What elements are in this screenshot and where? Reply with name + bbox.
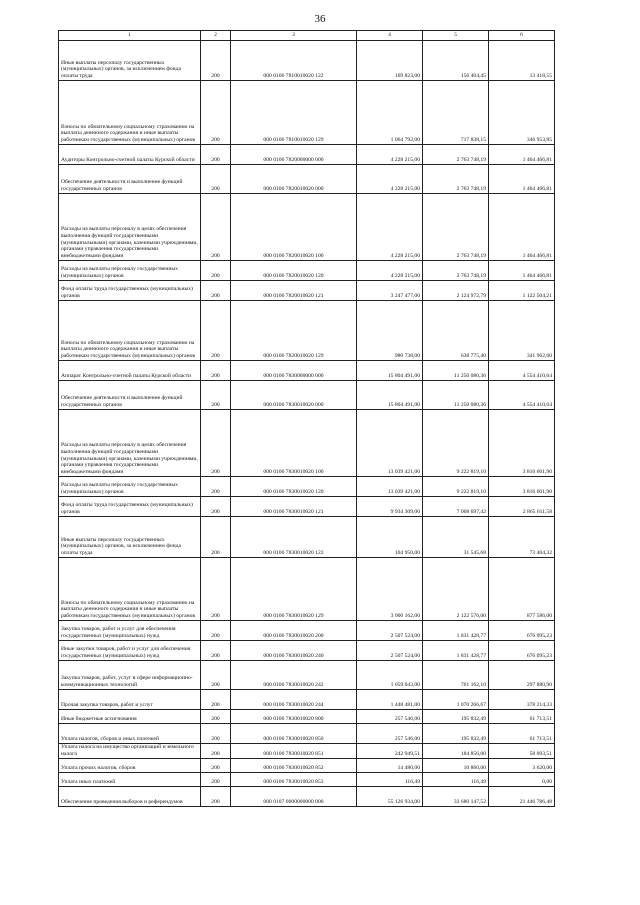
row-unexecuted-amount: 73 404,32	[489, 517, 555, 558]
row-budget-classification-code: 000 0106 7830010020 852	[231, 758, 357, 772]
table-row	[59, 381, 555, 410]
row-line-code: 200	[201, 261, 231, 281]
row-budget-classification-code: 000 0106 7830010020 129	[231, 558, 357, 621]
row-unexecuted-amount: 1 464 466,81	[489, 165, 555, 194]
row-name: Иные закупки товаров, работ и услуг для обеспечения государственных (муниципальных) нужд	[59, 641, 201, 661]
row-unexecuted-amount: 3 816 601,90	[489, 410, 555, 477]
row-approved-amount: 2 507 524,00	[357, 641, 423, 661]
row-unexecuted-amount: 1 464 466,81	[489, 145, 555, 165]
row-unexecuted-amount: 21 446 786,48	[489, 786, 555, 806]
row-name: Закупка товаров, работ, услуг в сфере информационно-коммуникационных технологий	[59, 661, 201, 690]
table-header-row	[59, 31, 555, 41]
row-name: Прочая закупка товаров, работ и услуг	[59, 690, 201, 710]
row-name: Взносы по обязательному социальному страхованию на выплаты денежного содержания и иные выплаты работникам государственных (муниципальных) органов	[59, 558, 201, 621]
row-budget-classification-code: 000 0106 7810010020 122	[231, 41, 357, 81]
row-line-code: 200	[201, 641, 231, 661]
row-executed-amount: 11 250 080,36	[423, 381, 489, 410]
row-budget-classification-code: 000 0106 7830010020 850	[231, 724, 357, 744]
row-budget-classification-code: 000 0106 7830010020 800	[231, 710, 357, 724]
row-executed-amount: 2 763 748,19	[423, 165, 489, 194]
row-name: Обеспечение деятельности и выполнение функций государственных органов	[59, 381, 201, 410]
row-unexecuted-amount: 13 418,55	[489, 41, 555, 81]
row-budget-classification-code: 000 0106 7830010020 122	[231, 517, 357, 558]
row-executed-amount: 9 222 819,10	[423, 477, 489, 497]
table-row	[59, 690, 555, 710]
row-executed-amount: 31 545,68	[423, 517, 489, 558]
table-row	[59, 724, 555, 744]
row-line-code: 200	[201, 772, 231, 786]
row-approved-amount: 242 949,51	[357, 744, 423, 759]
row-line-code: 200	[201, 621, 231, 641]
row-approved-amount: 169 823,00	[357, 41, 423, 81]
row-line-code: 200	[201, 497, 231, 517]
table-row	[59, 661, 555, 690]
table-row	[59, 710, 555, 724]
row-line-code: 200	[201, 661, 231, 690]
row-name: Обеспечение деятельности и выполнение функций государственных органов	[59, 165, 201, 194]
row-line-code: 200	[201, 477, 231, 497]
row-name: Фонд оплаты труда государственных (муниципальных) органов	[59, 497, 201, 517]
row-budget-classification-code: 000 0106 7830000000 000	[231, 361, 357, 381]
row-budget-classification-code: 000 0106 7830010020 120	[231, 477, 357, 497]
row-line-code: 200	[201, 410, 231, 477]
row-executed-amount: 116,49	[423, 772, 489, 786]
row-unexecuted-amount: 341 962,60	[489, 301, 555, 361]
table-row	[59, 281, 555, 301]
row-approved-amount: 4 228 215,00	[357, 194, 423, 261]
row-executed-amount: 184 856,00	[423, 744, 489, 759]
row-unexecuted-amount: 3 816 601,90	[489, 477, 555, 497]
row-name: Фонд оплаты труда государственных (муниципальных) органов	[59, 281, 201, 301]
row-approved-amount: 4 228 215,00	[357, 145, 423, 165]
table-row	[59, 477, 555, 497]
row-budget-classification-code: 000 0107 0000000000 000	[231, 786, 357, 806]
row-budget-classification-code: 000 0106 7830010020 851	[231, 744, 357, 759]
table-row	[59, 301, 555, 361]
row-executed-amount: 195 832,49	[423, 710, 489, 724]
row-approved-amount: 14 480,00	[357, 758, 423, 772]
row-executed-amount: 10 860,00	[423, 758, 489, 772]
row-unexecuted-amount: 3 620,00	[489, 758, 555, 772]
table-row	[59, 758, 555, 772]
row-name: Уплата прочих налогов, сборов	[59, 758, 201, 772]
row-name: Уплата налога на имущество организаций и земельного налога	[59, 744, 201, 759]
row-line-code: 200	[201, 744, 231, 759]
page-number: 36	[314, 13, 326, 25]
row-unexecuted-amount: 676 095,23	[489, 641, 555, 661]
row-executed-amount: 2 763 748,19	[423, 194, 489, 261]
row-line-code: 200	[201, 690, 231, 710]
column-number-4: 4	[357, 31, 423, 41]
row-approved-amount: 104 950,00	[357, 517, 423, 558]
row-line-code: 200	[201, 786, 231, 806]
row-name: Закупка товаров, работ и услуг для обеспечения государственных (муниципальных) нужд	[59, 621, 201, 641]
table-row	[59, 165, 555, 194]
row-executed-amount: 9 222 819,10	[423, 410, 489, 477]
row-line-code: 200	[201, 281, 231, 301]
row-line-code: 200	[201, 724, 231, 744]
row-unexecuted-amount: 61 713,51	[489, 724, 555, 744]
row-name: Расходы на выплаты персоналу в целях обеспечения выполнения функций государственными (муниципальными) органами, казенными учреждениями, органами управления государственными внебюджетными фондами	[59, 410, 201, 477]
row-line-code: 200	[201, 758, 231, 772]
row-approved-amount: 2 507 524,00	[357, 621, 423, 641]
row-unexecuted-amount: 378 214,33	[489, 690, 555, 710]
row-approved-amount: 1 448 481,00	[357, 690, 423, 710]
column-number-1: 1	[59, 31, 201, 41]
row-approved-amount: 55 126 934,00	[357, 786, 423, 806]
row-name: Иные бюджетные ассигнования	[59, 710, 201, 724]
column-number-5: 5	[423, 31, 489, 41]
table-row	[59, 145, 555, 165]
row-budget-classification-code: 000 0106 7820010020 121	[231, 281, 357, 301]
row-budget-classification-code: 000 0106 7830010020 200	[231, 621, 357, 641]
row-approved-amount: 1 064 792,00	[357, 81, 423, 145]
row-budget-classification-code: 000 0106 7820000000 000	[231, 145, 357, 165]
row-approved-amount: 9 934 309,00	[357, 497, 423, 517]
row-name: Аппарат Контрольно-счетной палаты Курской области	[59, 361, 201, 381]
row-executed-amount: 156 404,45	[423, 41, 489, 81]
row-approved-amount: 257 546,00	[357, 724, 423, 744]
table-row	[59, 772, 555, 786]
table-row	[59, 261, 555, 281]
row-approved-amount: 13 039 421,00	[357, 410, 423, 477]
row-name: Расходы на выплаты персоналу государственных (муниципальных) органов	[59, 477, 201, 497]
column-number-3: 3	[231, 31, 357, 41]
row-executed-amount: 1 070 266,67	[423, 690, 489, 710]
column-number-6: 6	[489, 31, 555, 41]
row-name: Обеспечение проведения выборов и референдумов	[59, 786, 201, 806]
row-executed-amount: 761 162,10	[423, 661, 489, 690]
row-executed-amount: 2 763 748,19	[423, 261, 489, 281]
row-line-code: 200	[201, 558, 231, 621]
row-executed-amount: 195 832,49	[423, 724, 489, 744]
row-name: Расходы на выплаты персоналу государственных (муниципальных) органов	[59, 261, 201, 281]
row-budget-classification-code: 000 0106 7830010020 100	[231, 410, 357, 477]
row-budget-classification-code: 000 0106 7820010020 100	[231, 194, 357, 261]
row-line-code: 200	[201, 194, 231, 261]
row-unexecuted-amount: 61 713,51	[489, 710, 555, 724]
table-row	[59, 558, 555, 621]
table-row	[59, 194, 555, 261]
row-line-code: 200	[201, 81, 231, 145]
row-approved-amount: 257 546,00	[357, 710, 423, 724]
row-name: Аудиторы Контрольно-счетной палаты Курской области	[59, 145, 201, 165]
row-unexecuted-amount: 58 093,51	[489, 744, 555, 759]
row-unexecuted-amount: 676 095,23	[489, 621, 555, 641]
row-budget-classification-code: 000 0106 7830010020 244	[231, 690, 357, 710]
row-line-code: 200	[201, 517, 231, 558]
row-unexecuted-amount: 877 586,00	[489, 558, 555, 621]
row-budget-classification-code: 000 0106 7820010020 000	[231, 165, 357, 194]
row-unexecuted-amount: 346 953,85	[489, 81, 555, 145]
row-unexecuted-amount: 0,00	[489, 772, 555, 786]
row-approved-amount: 1 059 043,00	[357, 661, 423, 690]
row-name: Иные выплаты персоналу государственных (муниципальных) органов, за исключением фонда оплаты труда	[59, 41, 201, 81]
row-approved-amount: 116,49	[357, 772, 423, 786]
row-line-code: 200	[201, 710, 231, 724]
row-name: Взносы по обязательному социальному страхованию на выплаты денежного содержания и иные выплаты работникам государственных (муниципальных) органов	[59, 301, 201, 361]
row-budget-classification-code: 000 0106 7820010020 120	[231, 261, 357, 281]
row-executed-amount: 1 831 428,77	[423, 641, 489, 661]
row-unexecuted-amount: 1 464 466,81	[489, 261, 555, 281]
row-budget-classification-code: 000 0106 7820010020 129	[231, 301, 357, 361]
row-name: Уплата иных платежей	[59, 772, 201, 786]
table-row	[59, 497, 555, 517]
budget-execution-table	[58, 30, 555, 807]
row-budget-classification-code: 000 0106 7830010020 121	[231, 497, 357, 517]
row-unexecuted-amount: 1 122 504,21	[489, 281, 555, 301]
row-approved-amount: 980 738,00	[357, 301, 423, 361]
row-approved-amount: 3 000 162,00	[357, 558, 423, 621]
row-name: Уплата налогов, сборов и иных платежей	[59, 724, 201, 744]
row-line-code: 200	[201, 381, 231, 410]
row-line-code: 200	[201, 145, 231, 165]
row-unexecuted-amount: 297 880,90	[489, 661, 555, 690]
row-unexecuted-amount: 2 865 611,58	[489, 497, 555, 517]
row-line-code: 200	[201, 361, 231, 381]
row-line-code: 200	[201, 165, 231, 194]
table-row	[59, 621, 555, 641]
table-row	[59, 410, 555, 477]
row-executed-amount: 11 250 080,36	[423, 361, 489, 381]
table-row	[59, 361, 555, 381]
row-executed-amount: 2 124 972,79	[423, 281, 489, 301]
table-row	[59, 641, 555, 661]
row-budget-classification-code: 000 0106 7830010020 853	[231, 772, 357, 786]
row-unexecuted-amount: 1 464 466,81	[489, 194, 555, 261]
row-line-code: 200	[201, 301, 231, 361]
row-unexecuted-amount: 4 554 410,64	[489, 361, 555, 381]
row-unexecuted-amount: 4 554 410,64	[489, 381, 555, 410]
row-name: Расходы на выплаты персоналу в целях обеспечения выполнения функций государственными (муниципальными) органами, казенными учреждениями, органами управления государственными внебюджетными фондами	[59, 194, 201, 261]
row-executed-amount: 2 122 576,00	[423, 558, 489, 621]
table-row	[59, 744, 555, 759]
table-row	[59, 41, 555, 81]
row-budget-classification-code: 000 0106 7830010020 240	[231, 641, 357, 661]
row-line-code: 200	[201, 41, 231, 81]
table-row	[59, 786, 555, 806]
row-approved-amount: 4 228 215,00	[357, 261, 423, 281]
table-row	[59, 81, 555, 145]
row-executed-amount: 1 831 428,77	[423, 621, 489, 641]
row-name: Иные выплаты персоналу государственных (муниципальных) органов, за исключением фонда оплаты труда	[59, 517, 201, 558]
column-number-2: 2	[201, 31, 231, 41]
row-approved-amount: 15 804 491,00	[357, 381, 423, 410]
row-executed-amount: 2 763 748,19	[423, 145, 489, 165]
row-approved-amount: 4 228 215,00	[357, 165, 423, 194]
row-executed-amount: 638 775,40	[423, 301, 489, 361]
row-budget-classification-code: 000 0106 7830010020 000	[231, 381, 357, 410]
row-budget-classification-code: 000 0106 7830010020 242	[231, 661, 357, 690]
row-approved-amount: 15 804 491,00	[357, 361, 423, 381]
row-approved-amount: 3 247 477,00	[357, 281, 423, 301]
row-name: Взносы по обязательному социальному страхованию на выплаты денежного содержания и иные выплаты работникам государственных (муниципальных) органов	[59, 81, 201, 145]
table-row	[59, 517, 555, 558]
row-budget-classification-code: 000 0106 7810010020 129	[231, 81, 357, 145]
row-executed-amount: 33 680 147,52	[423, 786, 489, 806]
row-executed-amount: 7 068 697,42	[423, 497, 489, 517]
row-approved-amount: 13 039 421,00	[357, 477, 423, 497]
row-executed-amount: 717 838,15	[423, 81, 489, 145]
